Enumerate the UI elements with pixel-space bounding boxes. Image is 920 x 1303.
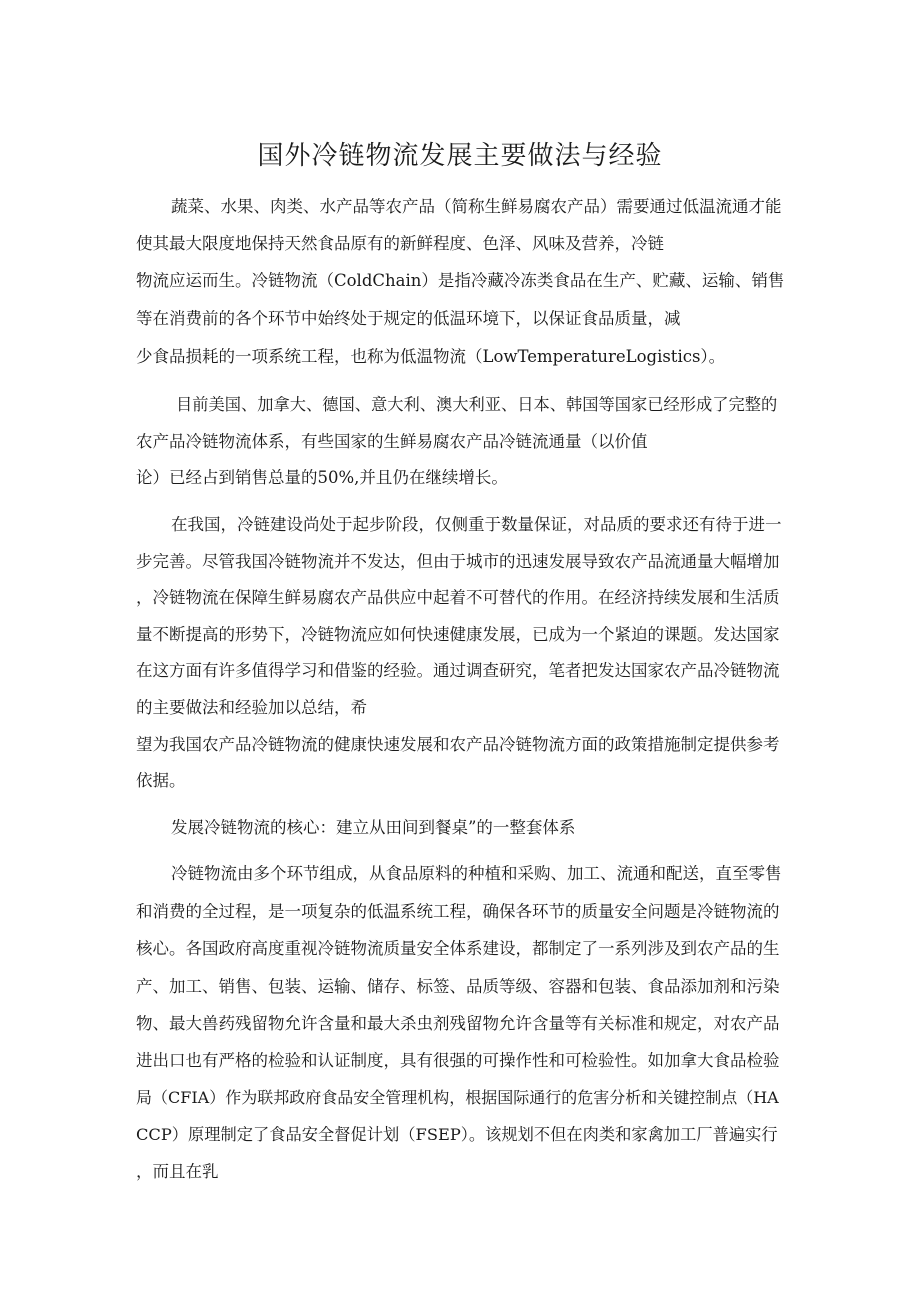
text-line: 物、最大兽药残留物允许含量和最大杀虫剂残留物允许含量等有关标准和规定，对农产品 [136,1014,780,1033]
text-line: 目前美国、加拿大、德国、意大利、澳大利亚、日本、韩国等国家已经形成了完整的 [176,395,778,414]
text-line: 使其最大限度地保持天然食品原有的新鲜程度、色泽、风味及营养，冷链 [136,234,664,253]
text-line: 物流应运而生。冷链物流（ColdChain）是指冷藏冷冻类食品在生产、贮藏、运输、销售 [136,271,785,290]
text-line: 局（CFIA）作为联邦政府食品安全管理机构，根据国际通行的危害分析和关键控制点（HA [136,1088,779,1107]
text-line: CCP）原理制定了食品安全督促计划（FSEP）。该规划不但在肉类和家禽加工厂普遍实行 [136,1125,778,1144]
text-line: 进出口也有严格的检验和认证制度，具有很强的可操作性和可检验性。如加拿大食品检验 [136,1051,780,1070]
text-line: 论）已经占到销售总量的50%,并且仍在继续增长。 [136,468,508,487]
text-line: 望为我国农产品冷链物流的健康快速发展和农产品冷链物流方面的政策措施制定提供参考 [136,735,780,754]
text-line: 和消费的全过程，是一项复杂的低温系统工程，确保各环节的质量安全问题是冷链物流的 [136,902,780,921]
section-heading: 发展冷链物流的核心：建立从田间到餐桌”的一整套体系 [171,818,576,837]
text-line: ，冷链物流在保障生鲜易腐农产品供应中起着不可替代的作用。在经济持续发展和生活质 [136,588,780,607]
text-line: 等在消费前的各个环节中始终处于规定的低温环境下，以保证食品质量，减 [136,309,681,328]
text-line: 依据。 [136,771,186,790]
text-line: 的主要做法和经验加以总结，希 [136,698,367,717]
text-line: 产、加工、销售、包装、运输、储存、标签、品质等级、容器和包装、食品添加剂和污染 [136,977,780,996]
text-line: 冷链物流由多个环节组成，从食品原料的种植和采购、加工、流通和配送，直至零售 [171,864,782,883]
text-line: 少食品损耗的一项系统工程，也称为低温物流（LowTemperatureLogistics）。 [136,347,726,366]
text-line: 核心。各国政府高度重视冷链物流质量安全体系建设，都制定了一系列涉及到农产品的生 [136,939,780,958]
text-line: 在我国，冷链建设尚处于起步阶段，仅侧重于数量保证，对品质的要求还有待于进一 [171,515,782,534]
text-line: 在这方面有许多值得学习和借鉴的经验。通过调查研究，笔者把发达国家农产品冷链物流 [136,661,780,680]
text-line: 农产品冷链物流体系，有些国家的生鲜易腐农产品冷链流通量（以价值 [136,432,648,451]
text-line: 蔬菜、水果、肉类、水产品等农产品（简称生鲜易腐农产品）需要通过低温流通才能 [171,197,782,216]
text-line: 量不断提高的形势下，冷链物流应如何快速健康发展，已成为一个紧迫的课题。发达国家 [136,625,780,644]
page-title: 国外冷链物流发展主要做法与经验 [257,141,663,171]
text-line: ，而且在乳 [136,1162,219,1181]
text-line: 步完善。尽管我国冷链物流并不发达，但由于城市的迅速发展导致农产品流通量大幅增加 [136,552,780,571]
